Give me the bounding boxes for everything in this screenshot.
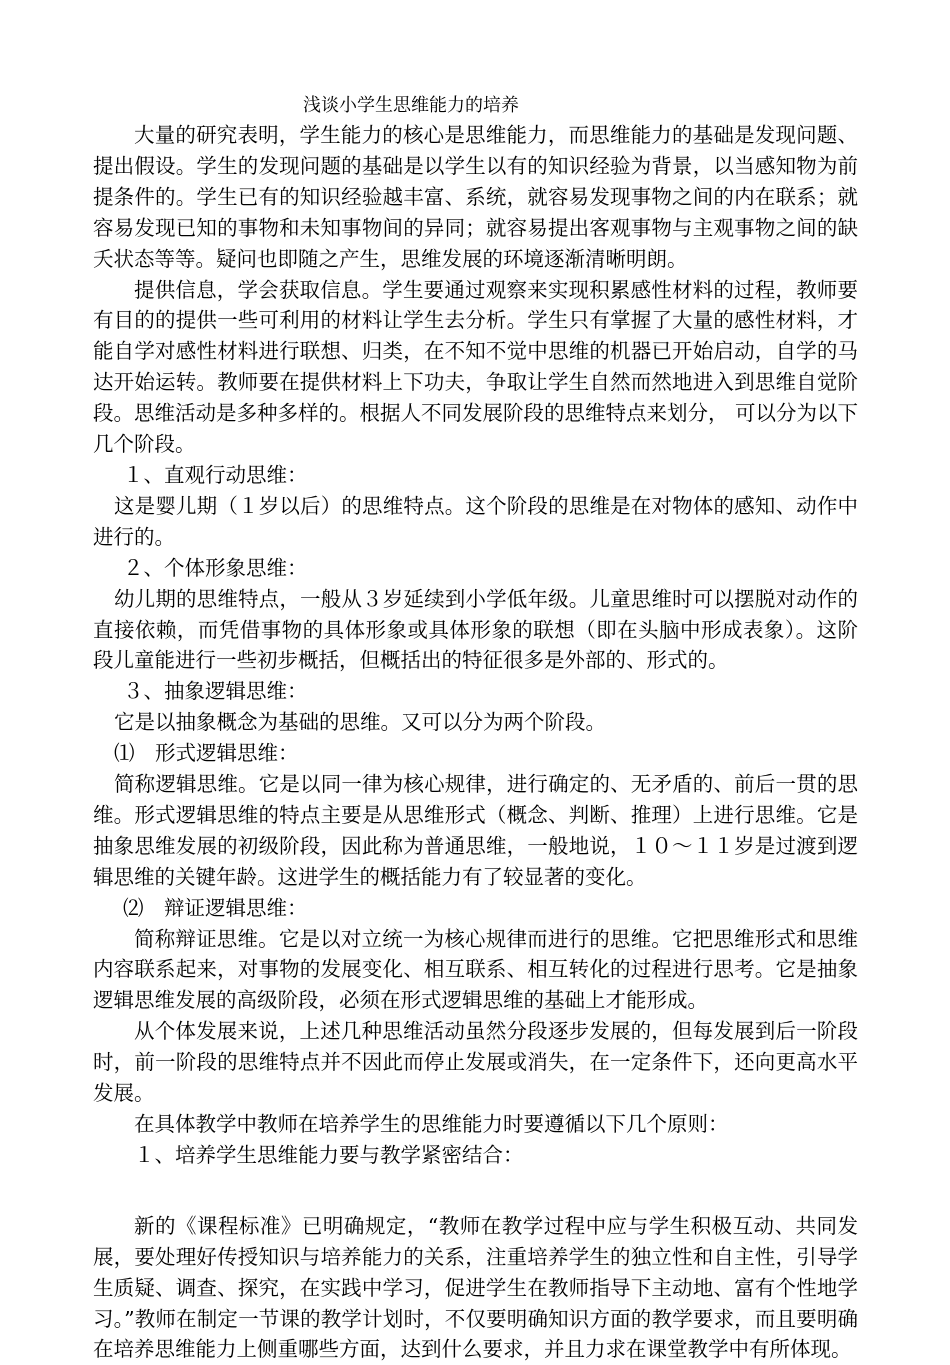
paragraph: 提供信息，学会获取信息。学生要通过观察来实现积累感性材料的过程，教师要有目的的提供一些可利用的材料让学生去分析。学生只有掌握了大量的感性材料，才能自学对感性材料进行联想、归类，在不知不觉中思维的机器已开始启动，自学的马达开始运转。教师要在提供材料上下功夫，争取让学生自然而然地进入到思维自觉阶段。思维活动是多种多样的。根据人不同发展阶段的思维特点来划分， 可以分为以下几个阶段。 xyxy=(93,277,859,457)
paragraph: 大量的研究表明，学生能力的核心是思维能力，而思维能力的基础是发现问题、提出假设。学生的发现问题的基础是以学生以有的知识经验为背景，以当感知物为前提条件的。学生已有的知识经验越丰富、系统，就容易发现事物之间的内在联系；就容易发现已知的事物和未知事物间的异同；就容易提出客观事物与主观事物之间的缺夭状态等等。疑问也即随之产生，思维发展的环境逐渐清晰明朗。 xyxy=(93,123,858,271)
paragraph: 简称逻辑思维。它是以同一律为核心规律，进行确定的、无矛盾的、前后一贯的思维。形式逻辑思维的特点主要是从思维形式（概念、判断、推理）上进行思维。它是抽象思维发展的初级阶段，因此称为普通思维，一般地说，１０～１１岁是过渡到逻辑思维的关键年龄。这进学生的概括能力有了较显著的变化。 xyxy=(93,772,858,889)
section-heading: ３、抽象逻辑思维： xyxy=(123,679,308,704)
subsection-heading: ⑴ 形式逻辑思维： xyxy=(114,741,299,766)
blank-space xyxy=(93,1171,858,1211)
subsection-heading: ⑵ 辩证逻辑思维： xyxy=(123,895,308,920)
paragraph: 它是以抽象概念为基础的思维。又可以分为两个阶段。 xyxy=(114,710,606,735)
section-heading: ２、个体形象思维： xyxy=(123,555,308,580)
paragraph: 新的《课程标准》已明确规定，“教师在教学过程中应与学生积极互动、共同发展，要处理好传授知识与培养能力的关系，注重培养学生的独立性和自主性，引导学生质疑、调查、探究，在实践中学习，促进学生在教师指导下主动地、富有个性地学习。”教师在制定一节课的教学计划时，不仅要明确知识方面的教学要求，而且要明确在培养思维能力上侧重哪些方面，达到什么要求，并且力求在课堂教学中有所体现。 xyxy=(93,1213,858,1362)
section-heading: １、直观行动思维： xyxy=(123,462,308,487)
section-heading: １、培养学生思维能力要与教学紧密结合： xyxy=(134,1142,524,1167)
document-title: 浅谈小学生思维能力的培养 xyxy=(303,95,519,116)
document-page xyxy=(93,92,858,1365)
paragraph: 幼儿期的思维特点，一般从３岁延续到小学低年级。儿童思维时可以摆脱对动作的直接依赖，而凭借事物的具体形象或具体形象的联想（即在头脑中形成表象）。这阶段儿童能进行一些初步概括，但概括出的特征很多是外部的、形式的。 xyxy=(93,586,858,673)
paragraph: 这是婴儿期（１岁以后）的思维特点。这个阶段的思维是在对物体的感知、动作中进行的。 xyxy=(93,493,858,549)
paragraph: 从个体发展来说，上述几种思维活动虽然分段逐步发展的，但每发展到后一阶段时，前一阶段的思维特点并不因此而停止发展或消失，在一定条件下，还向更高水平发展。 xyxy=(93,1019,858,1106)
paragraph: 简称辩证思维。它是以对立统一为核心规律而进行的思维。它把思维形式和思维内容联系起来，对事物的发展变化、相互联系、相互转化的过程进行思考。它是抽象逻辑思维发展的高级阶段，必须在形式逻辑思维的基础上才能形成。 xyxy=(93,926,858,1013)
paragraph: 在具体教学中教师在培养学生的思维能力时要遵循以下几个原则： xyxy=(134,1112,729,1136)
